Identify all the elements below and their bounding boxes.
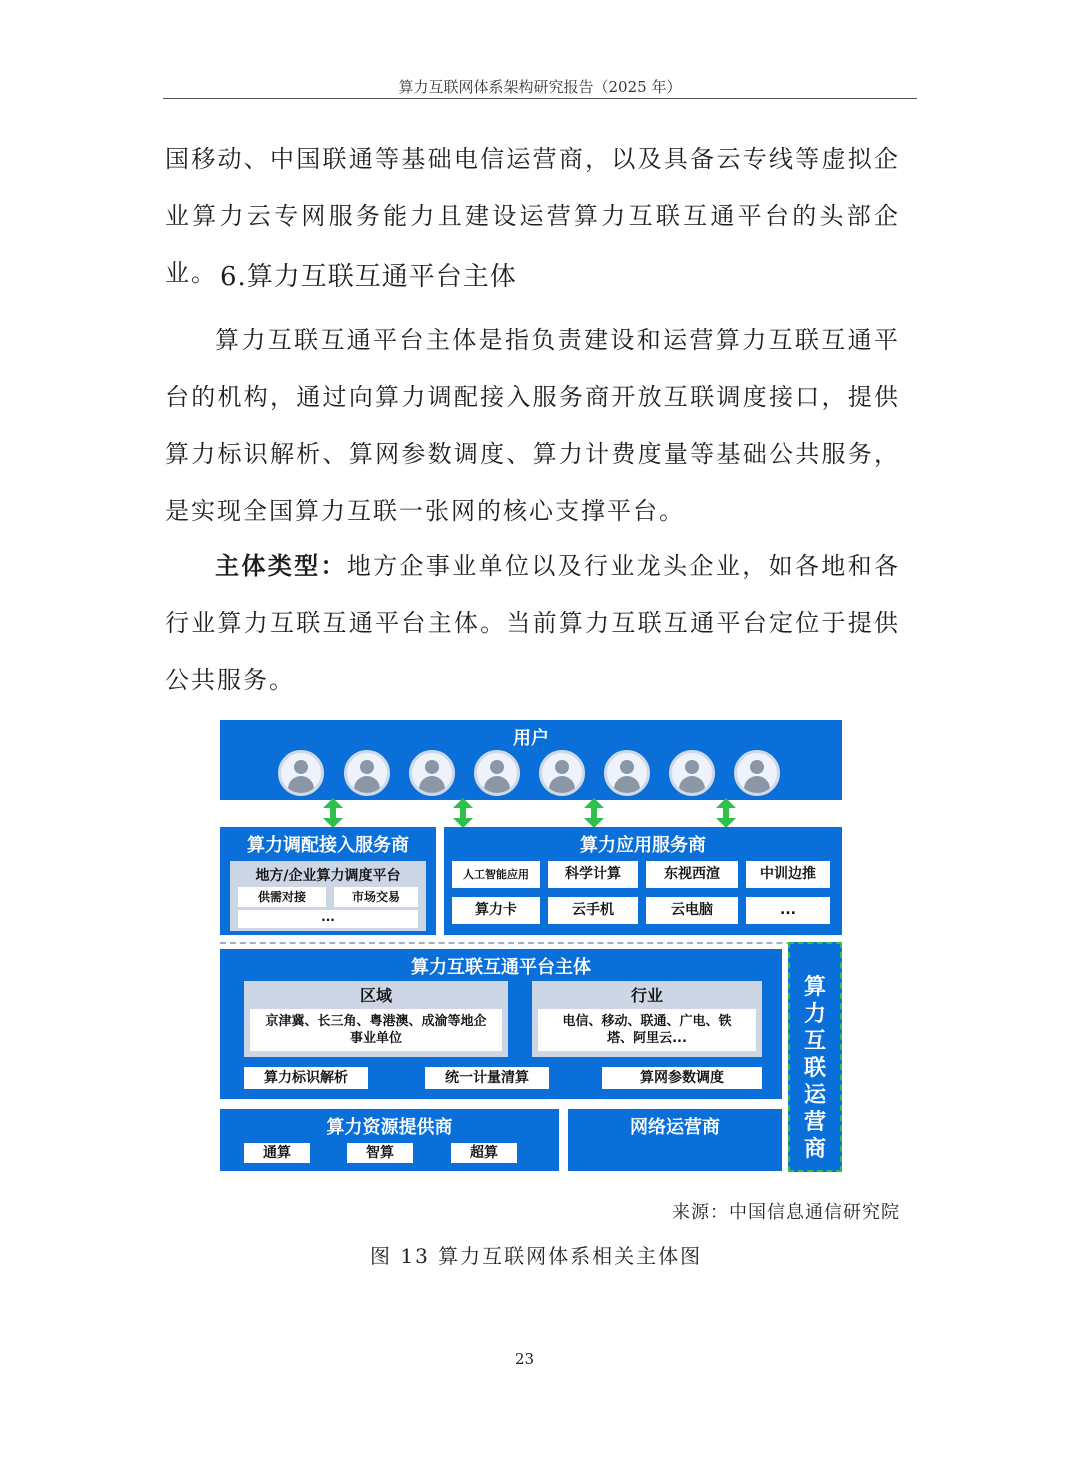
running-header: 算力互联网体系架构研究报告（2025 年） [398,78,682,96]
train-infer-box: 中训边推 [746,861,830,888]
resource-provider-title: 算力资源提供商 [326,1117,453,1138]
region-box [244,981,508,1057]
supply-demand-box: 供需对接 [238,887,326,907]
paragraph-2: 算力互联互通平台主体是指负责建设和运营算力互联互通平台的机构，通过向算力调配接入服务商开放互联调度接口，提供算力标识解析、算网参数调度、算力计费度量等基础公共服务，是实现全国算力互联一张网的核心支撑平台。 [165,326,900,525]
paragraph-1: 国移动、中国联通等基础电信运营商，以及具备云专线等虚拟企业算力云专网服务能力且建设运营算力互联互通平台的头部企业。 [165,145,900,287]
network-operator-block [568,1109,782,1171]
user-avatar-icon [278,750,324,796]
cloud-phone-box: 云手机 [548,897,638,924]
general-compute-box: 通算 [244,1143,310,1163]
identifier-resolution-box: 算力标识解析 [244,1067,368,1089]
double-arrow-icon [451,798,475,828]
interconnect-operator-title [790,974,840,1163]
ai-app-box: 人工智能应用 [452,861,540,888]
users-block [220,720,842,800]
intelligent-compute-box: 智算 [347,1143,413,1163]
more-box: ... [238,910,418,928]
east-west-render-box: 东视西渲 [646,861,738,888]
sci-compute-box: 科学计算 [548,861,638,888]
super-compute-box: 超算 [451,1143,517,1163]
figure-source: 来源：中国信息通信研究院 [672,1202,900,1223]
user-avatar-icon [604,750,650,796]
user-avatar-icon [344,750,390,796]
interconnect-operator-block [788,942,842,1172]
access-provider-block [220,827,436,935]
dispatch-platform-box [230,861,426,931]
header-divider [163,98,917,99]
double-arrow-icon [714,798,738,828]
network-param-dispatch-box: 算网参数调度 [602,1067,762,1089]
user-avatar-icon [409,750,455,796]
cloud-pc-box: 云电脑 [646,897,738,924]
page-number: 23 [515,1350,535,1368]
resource-provider-block [220,1109,559,1171]
user-avatar-icon [539,750,585,796]
industry-text: 电信、移动、联通、广电、铁塔、阿里云... [538,1009,756,1051]
interconnect-operator-label: 算力互联运营商 [803,975,826,1162]
architecture-diagram [220,720,842,1172]
figure-caption: 图 13 算力互联网体系相关主体图 [370,1244,703,1268]
section-heading: 6.算力互联互通平台主体 [220,262,517,292]
platform-subject-title: 算力互联互通平台主体 [411,957,591,978]
network-operator-title: 网络运营商 [630,1117,720,1138]
region-title: 区域 [359,986,392,1005]
market-trading-box: 市场交易 [334,887,418,907]
dispatch-platform-title: 地方/企业算力调度平台 [255,868,401,884]
user-avatar-icon [669,750,715,796]
region-text: 京津冀、长三角、粤港澳、成渝等地企事业单位 [250,1009,502,1051]
industry-box [532,981,762,1057]
access-provider-title: 算力调配接入服务商 [247,835,409,856]
user-avatar-icon [474,750,520,796]
app-provider-title: 算力应用服务商 [580,835,706,856]
industry-title: 行业 [630,986,663,1005]
subject-type-text: 地方企事业单位以及行业龙头企业，如各地和各行业算力互联互通平台主体。当前算力互联互通平台定位于提供公共服务。 [165,552,901,694]
compute-card-box: 算力卡 [452,897,540,924]
paragraph-3 [165,538,900,709]
unified-settlement-box: 统一计量清算 [425,1067,549,1089]
subject-type-label: 主体类型： [215,552,347,580]
users-title: 用户 [513,728,549,749]
platform-subject-block [220,949,782,1099]
app-provider-block [444,827,842,935]
user-avatar-icon [734,750,780,796]
layer-divider [220,942,842,944]
app-more-box: ... [746,897,830,924]
double-arrow-icon [321,798,345,828]
double-arrow-icon [582,798,606,828]
